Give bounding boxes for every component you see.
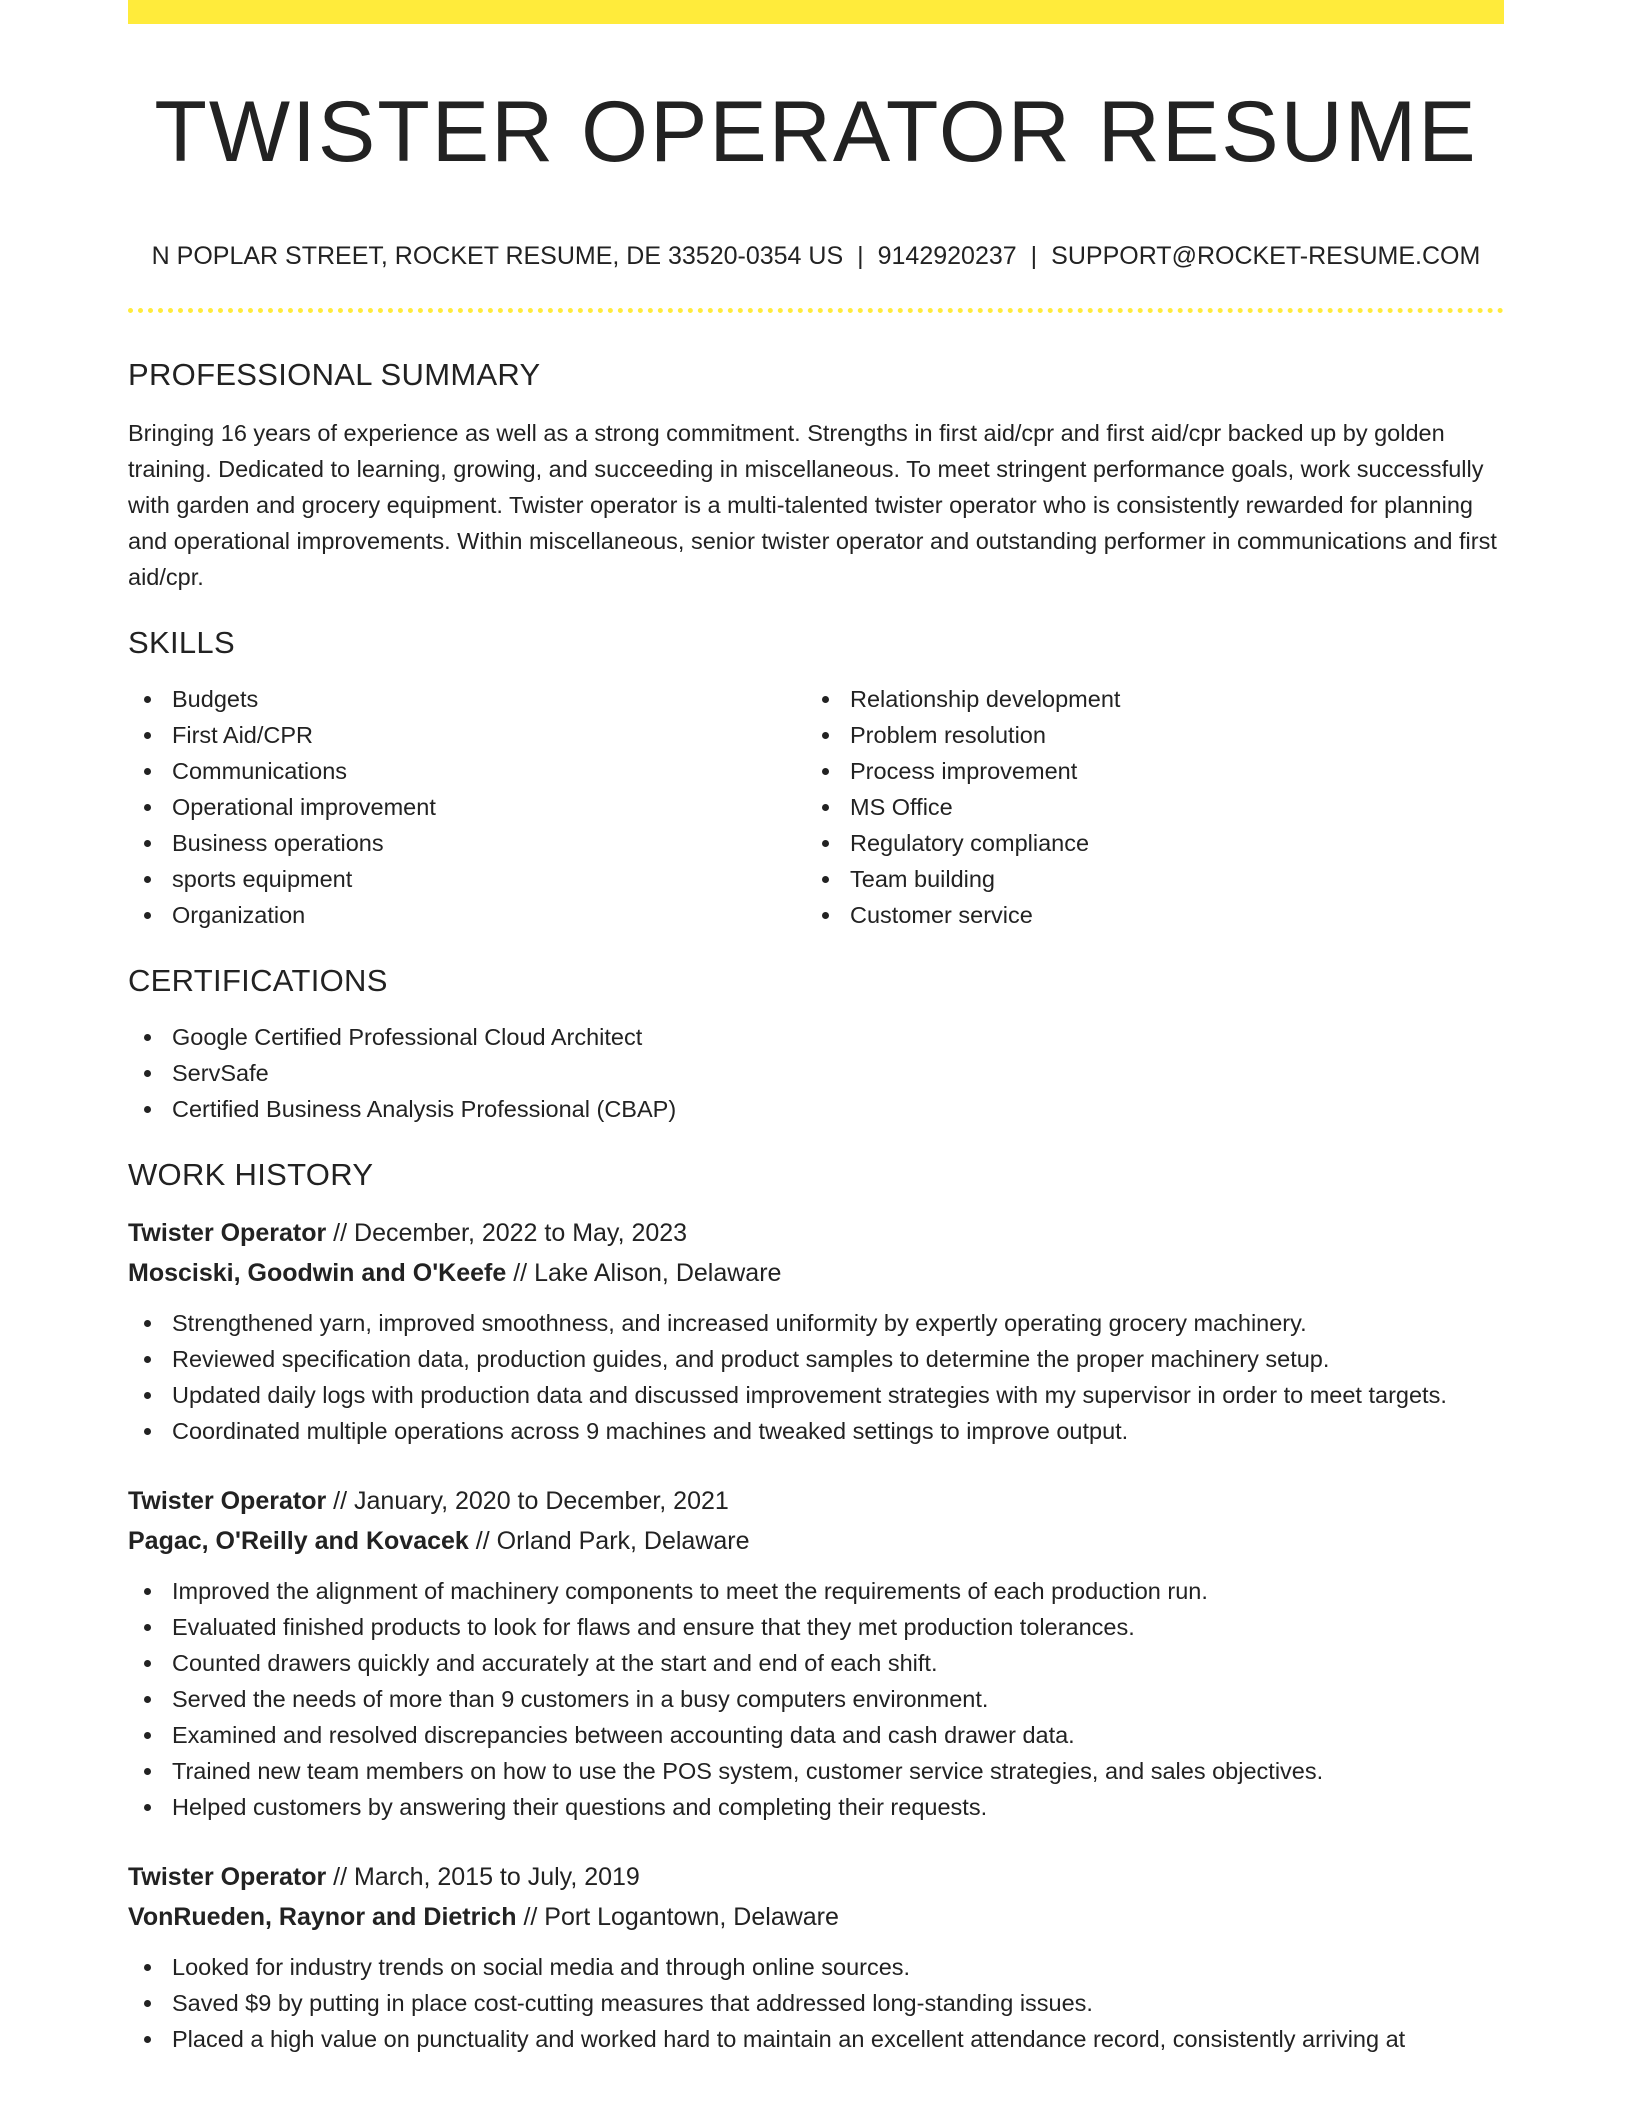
skill-item: sports equipment <box>128 861 806 897</box>
job-duty: Helped customers by answering their questions and completing their requests. <box>128 1789 1504 1825</box>
job-duty: Served the needs of more than 9 customers in a busy computers environment. <box>128 1681 1504 1717</box>
job-duty: Looked for industry trends on social media and through online sources. <box>128 1949 1504 1985</box>
job-duty: Examined and resolved discrepancies between accounting data and cash drawer data. <box>128 1717 1504 1753</box>
job-company-line <box>128 1253 1504 1293</box>
job-separator: // <box>513 1259 528 1287</box>
contact-address: N POPLAR STREET, ROCKET RESUME, DE 33520-0354 US <box>151 242 844 270</box>
top-accent-bar <box>128 0 1504 24</box>
job-duties-list <box>128 1305 1504 1449</box>
certification-item: Google Certified Professional Cloud Architect <box>128 1019 1504 1055</box>
contact-phone: 9142920237 <box>877 242 1017 270</box>
job-separator: // <box>333 1863 348 1891</box>
skill-item: Process improvement <box>806 753 1484 789</box>
skill-item: Communications <box>128 753 806 789</box>
job-duty: Improved the alignment of machinery components to meet the requirements of each production run. <box>128 1573 1504 1609</box>
skills-heading: SKILLS <box>128 625 235 660</box>
job-dates: December, 2022 to May, 2023 <box>354 1219 688 1247</box>
skill-item: Business operations <box>128 825 806 861</box>
job-entry <box>128 1213 1504 1449</box>
job-duty: Strengthened yarn, improved smoothness, and increased uniformity by expertly operating grocery machinery. <box>128 1305 1504 1341</box>
job-company: Pagac, O'Reilly and Kovacek <box>128 1527 469 1555</box>
skill-item: Problem resolution <box>806 717 1484 753</box>
job-separator: // <box>475 1527 490 1555</box>
job-entry <box>128 1481 1504 1825</box>
job-company-line <box>128 1521 1504 1561</box>
job-company-line <box>128 1897 1504 1937</box>
job-separator: // <box>333 1487 348 1515</box>
skill-item: First Aid/CPR <box>128 717 806 753</box>
contact-separator: | <box>1030 242 1038 270</box>
job-company: Mosciski, Goodwin and O'Keefe <box>128 1259 507 1287</box>
job-duty: Placed a high value on punctuality and worked hard to maintain an excellent attendance record, consistently arriving at <box>128 2021 1504 2057</box>
job-dates: January, 2020 to December, 2021 <box>354 1487 729 1515</box>
job-location: Lake Alison, Delaware <box>534 1259 782 1287</box>
job-dates: March, 2015 to July, 2019 <box>354 1863 640 1891</box>
job-separator: // <box>333 1219 348 1247</box>
job-entry <box>128 1857 1504 2057</box>
resume-page <box>128 0 1504 2112</box>
certification-item: ServSafe <box>128 1055 1504 1091</box>
skill-item: MS Office <box>806 789 1484 825</box>
skills-list-left <box>128 681 806 933</box>
contact-email: SUPPORT@ROCKET-RESUME.COM <box>1051 242 1481 270</box>
certifications-heading: CERTIFICATIONS <box>128 963 388 998</box>
job-title: Twister Operator <box>128 1863 327 1891</box>
job-title: Twister Operator <box>128 1219 327 1247</box>
contact-separator: | <box>857 242 864 270</box>
skill-item: Team building <box>806 861 1484 897</box>
summary-heading: PROFESSIONAL SUMMARY <box>128 357 541 392</box>
job-title-line <box>128 1213 1504 1253</box>
job-duty: Evaluated finished products to look for flaws and ensure that they met production tolerances. <box>128 1609 1504 1645</box>
work-history-heading: WORK HISTORY <box>128 1157 374 1192</box>
job-title-line <box>128 1481 1504 1521</box>
job-duties-list <box>128 1949 1504 2057</box>
skill-item: Budgets <box>128 681 806 717</box>
job-title-line <box>128 1857 1504 1897</box>
skills-list-right <box>806 681 1484 933</box>
header-divider <box>128 308 1504 313</box>
job-company: VonRueden, Raynor and Dietrich <box>128 1903 517 1931</box>
contact-line <box>128 240 1504 272</box>
job-title: Twister Operator <box>128 1487 327 1515</box>
summary-text: Bringing 16 years of experience as well as a strong commitment. Strengths in first aid/cpr and first aid/cpr backed up by golden training. Dedicated to learning, growing, and succeeding in miscellaneous. To meet stringent performance goals, work successfully with garden and grocery equipment. Twister operator is a multi-talented twister operator who is consistently rewarded for planning and operational improvements. Within miscellaneous, senior twister operator and outstanding performer in communications and first aid/cpr. <box>128 420 1497 590</box>
job-separator: // <box>523 1903 538 1931</box>
job-duty: Counted drawers quickly and accurately at the start and end of each shift. <box>128 1645 1504 1681</box>
job-duty: Reviewed specification data, production guides, and product samples to determine the proper machinery setup. <box>128 1341 1504 1377</box>
job-duty: Trained new team members on how to use the POS system, customer service strategies, and sales objectives. <box>128 1753 1504 1789</box>
skills-columns <box>128 681 1504 933</box>
certification-item: Certified Business Analysis Professional (CBAP) <box>128 1091 1504 1127</box>
skill-item: Operational improvement <box>128 789 806 825</box>
job-duty: Coordinated multiple operations across 9 machines and tweaked settings to improve output. <box>128 1413 1504 1449</box>
skill-item: Organization <box>128 897 806 933</box>
job-duty: Updated daily logs with production data and discussed improvement strategies with my supervisor in order to meet targets. <box>128 1377 1504 1413</box>
skill-item: Customer service <box>806 897 1484 933</box>
certifications-list <box>128 1019 1504 1127</box>
job-location: Port Logantown, Delaware <box>544 1903 839 1931</box>
resume-title: TWISTER OPERATOR RESUME <box>154 84 1478 180</box>
job-location: Orland Park, Delaware <box>496 1527 750 1555</box>
skill-item: Regulatory compliance <box>806 825 1484 861</box>
job-duty: Saved $9 by putting in place cost-cutting measures that addressed long-standing issues. <box>128 1985 1504 2021</box>
job-duties-list <box>128 1573 1504 1825</box>
skill-item: Relationship development <box>806 681 1484 717</box>
